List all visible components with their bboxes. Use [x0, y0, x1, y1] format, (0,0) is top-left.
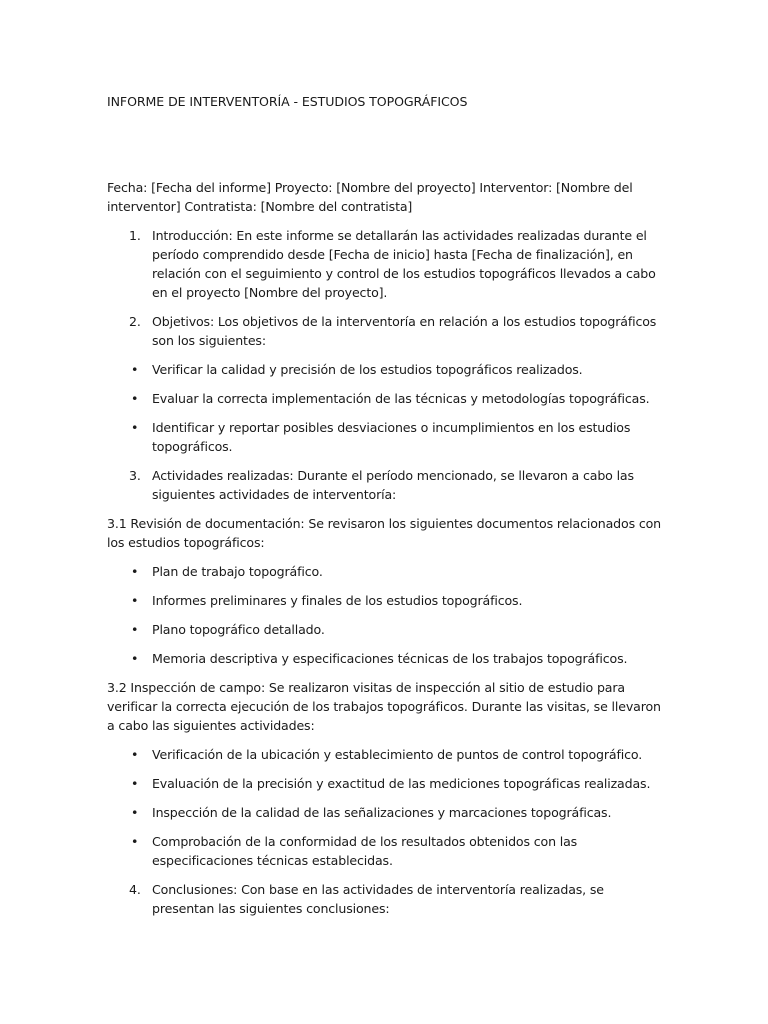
bullet-icon: •	[131, 651, 139, 666]
section-1	[107, 226, 667, 302]
list-item	[107, 591, 667, 610]
section-2	[107, 312, 667, 350]
list-item	[107, 774, 667, 793]
list-number: 4.	[129, 882, 141, 897]
bullet-icon: •	[131, 420, 139, 435]
list-item-text: Verificación de la ubicación y establecimiento de puntos de control topográfico.	[152, 747, 643, 762]
bullet-icon: •	[131, 593, 139, 608]
document-title: INFORME DE INTERVENTORÍA - ESTUDIOS TOPOGRÁFICOS	[107, 94, 468, 109]
list-item-text: Comprobación de la conformidad de los resultados obtenidos con las especificaciones técnicas establecidas.	[152, 834, 578, 868]
list-item-text: Verificar la calidad y precisión de los estudios topográficos realizados.	[152, 362, 583, 377]
bullet-icon: •	[131, 805, 139, 820]
list-item-text: Inspección de la calidad de las señalizaciones y marcaciones topográficas.	[152, 805, 612, 820]
list-item-text: Plano topográfico detallado.	[152, 622, 325, 637]
list-item-text: Identificar y reportar posibles desviaciones o incumplimientos en los estudios topográficos.	[152, 420, 631, 454]
list-item-text: Memoria descriptiva y especificaciones técnicas de los trabajos topográficos.	[152, 651, 628, 666]
list-number: 3.	[129, 468, 141, 483]
bullet-icon: •	[131, 362, 139, 377]
list-item	[107, 360, 667, 379]
list-item	[107, 389, 667, 408]
list-item-text: Evaluación de la precisión y exactitud de las mediciones topográficas realizadas.	[152, 776, 651, 791]
section-2-text: Objetivos: Los objetivos de la interventoría en relación a los estudios topográficos son los siguientes:	[152, 314, 657, 348]
list-item	[107, 745, 667, 764]
bullet-icon: •	[131, 622, 139, 637]
list-item	[107, 832, 667, 870]
list-item	[107, 803, 667, 822]
section-3-1-text: 3.1 Revisión de documentación: Se revisaron los siguientes documentos relacionados con los estudios topográficos:	[107, 516, 662, 550]
bullet-icon: •	[131, 834, 139, 849]
list-item	[107, 562, 667, 581]
section-3	[107, 466, 667, 504]
header-line: Fecha: [Fecha del informe] Proyecto: [Nombre del proyecto] Interventor: [Nombre del interventor] Contratista: [Nombre del contratista]	[107, 180, 633, 214]
section-3-text: Actividades realizadas: Durante el período mencionado, se llevaron a cabo las siguientes actividades de interventoría:	[152, 468, 634, 502]
section-1-text: Introducción: En este informe se detallarán las actividades realizadas durante el período comprendido desde [Fecha de inicio] hasta [Fecha de finalización], en relación con el seguimiento y control de los estudios topográficos llevados a cabo en el proyecto [Nombre del proyecto].	[152, 228, 656, 300]
bullet-icon: •	[131, 747, 139, 762]
section-4-text: Conclusiones: Con base en las actividades de interventoría realizadas, se presentan las siguientes conclusiones:	[152, 882, 604, 916]
bullet-icon: •	[131, 776, 139, 791]
list-number: 1.	[129, 228, 141, 243]
list-item	[107, 418, 667, 456]
list-number: 2.	[129, 314, 141, 329]
list-item-text: Plan de trabajo topográfico.	[152, 564, 323, 579]
bullet-icon: •	[131, 391, 139, 406]
section-3-2-text: 3.2 Inspección de campo: Se realizaron visitas de inspección al sitio de estudio para verificar la correcta ejecución de los trabajos topográficos. Durante las visitas, se llevaron a cabo las siguientes actividades:	[107, 680, 661, 733]
list-item	[107, 620, 667, 639]
document-body	[107, 178, 667, 928]
bullet-icon: •	[131, 564, 139, 579]
section-4	[107, 880, 667, 918]
list-item-text: Evaluar la correcta implementación de las técnicas y metodologías topográficas.	[152, 391, 650, 406]
list-item-text: Informes preliminares y finales de los estudios topográficos.	[152, 593, 523, 608]
list-item	[107, 649, 667, 668]
